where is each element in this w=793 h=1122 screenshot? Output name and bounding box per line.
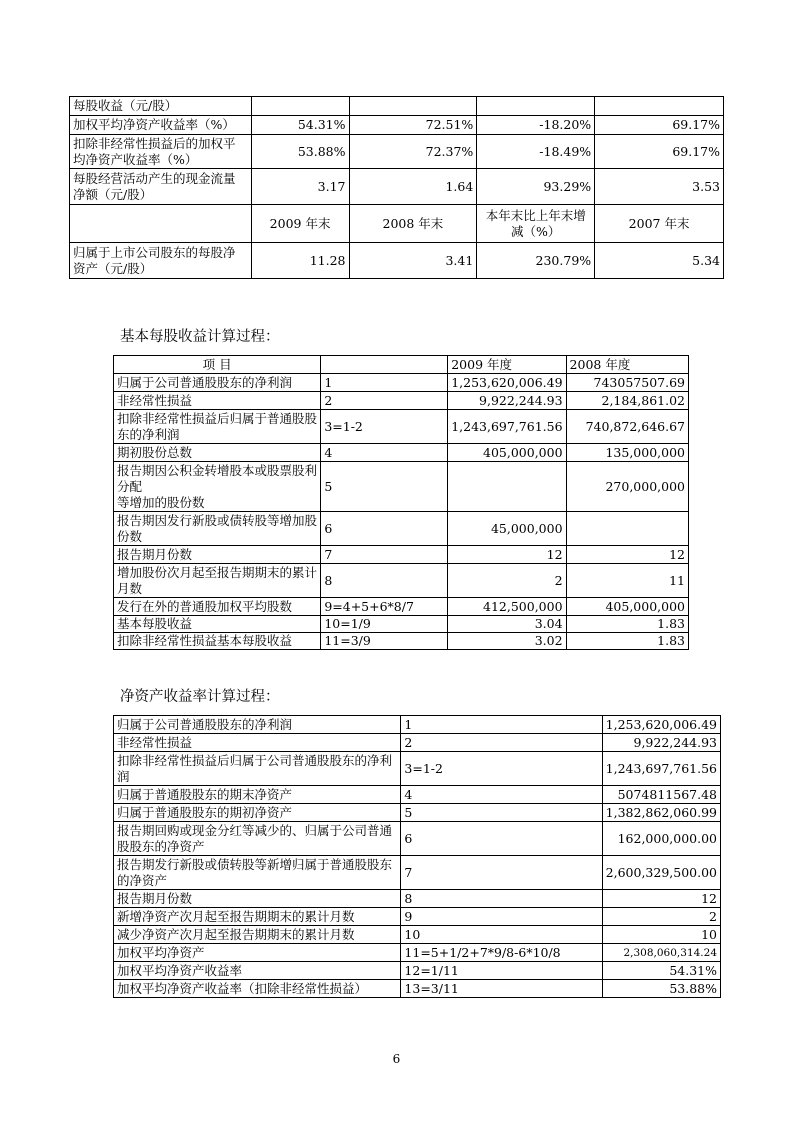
cell-code: 1: [321, 374, 448, 392]
table-row: [114, 890, 721, 908]
cell-v2009: 412,500,000: [448, 598, 566, 616]
cell-v2008: 405,000,000: [566, 598, 688, 616]
cell-v2008: 2,184,861.02: [566, 392, 688, 410]
col-header-change: 本年末比上年末增减（%）: [477, 205, 595, 243]
table-row: [114, 822, 721, 856]
row-label: 每股收益（元/股）: [70, 97, 252, 116]
table-row: [114, 752, 721, 786]
cell-code: 2: [321, 392, 448, 410]
table-row: [114, 444, 689, 462]
table-row: [114, 962, 721, 980]
cell-change: -18.49%: [477, 135, 595, 169]
blank-cell: [70, 205, 252, 243]
cell-2009: 54.31%: [251, 116, 349, 135]
cell-2008: [349, 97, 477, 116]
cell-code: 11=5+1/2+7*9/8-6*10/8: [401, 944, 602, 962]
cell-2008: 1.64: [349, 169, 477, 205]
cell-code: 6: [401, 822, 602, 856]
cell-value: 2: [602, 908, 720, 926]
cell-code: 7: [321, 546, 448, 564]
roe-calculation-table: [113, 715, 721, 998]
row-label: 报告期因公积金转增股本或股票股利分配 等增加的股份数: [114, 462, 321, 512]
table-row: [114, 734, 721, 752]
cell-v2009: 1,243,697,761.56: [448, 410, 566, 444]
table-row: [70, 97, 724, 116]
cell-v2008: 135,000,000: [566, 444, 688, 462]
row-label: 报告期发行新股或债转股等新增归属于普通股股东的净资产: [114, 856, 401, 890]
table-row: [114, 980, 721, 998]
row-label: 每股经营活动产生的现金流量净额（元/股）: [70, 169, 252, 205]
cell-2008: 3.41: [349, 243, 477, 279]
cell-change: -18.20%: [477, 116, 595, 135]
table-row: [114, 512, 689, 546]
row-label: 非经常性损益: [114, 734, 401, 752]
table-row: [70, 116, 724, 135]
cell-value: 2,308,060,314.24: [602, 944, 720, 962]
row-label: 报告期月份数: [114, 546, 321, 564]
table-row: [70, 169, 724, 205]
cell-v2008: [566, 512, 688, 546]
row-label: 归属于普通股股东的期初净资产: [114, 804, 401, 822]
cell-code: 8: [401, 890, 602, 908]
row-label: 减少净资产次月起至报告期期末的累计月数: [114, 926, 401, 944]
table-row: [114, 546, 689, 564]
row-label: 扣除非经常性损益后归属于普通股股东的净利润: [114, 410, 321, 444]
row-label: 扣除非经常性损益后归属于公司普通股股东的净利润: [114, 752, 401, 786]
row-label: 报告期回购或现金分红等减少的、归属于公司普通股股东的净资产: [114, 822, 401, 856]
cell-2009: 3.17: [251, 169, 349, 205]
cell-value: 162,000,000.00: [602, 822, 720, 856]
cell-code: 2: [401, 734, 602, 752]
cell-v2008: 11: [566, 564, 688, 598]
cell-2008: 72.37%: [349, 135, 477, 169]
cell-code: 4: [321, 444, 448, 462]
table-row: [114, 410, 689, 444]
cell-v2008: 270,000,000: [566, 462, 688, 512]
cell-code: 3=1-2: [321, 410, 448, 444]
row-label: 扣除非经常性损益基本每股收益: [114, 633, 321, 650]
row-label: 加权平均净资产收益率（扣除非经常性损益）: [114, 980, 401, 998]
row-label: 归属于普通股股东的期末净资产: [114, 786, 401, 804]
cell-change: [477, 97, 595, 116]
cell-code: 9=4+5+6*8/7: [321, 598, 448, 616]
cell-value: 9,922,244.93: [602, 734, 720, 752]
table-row: [114, 598, 689, 616]
cell-code: 9: [401, 908, 602, 926]
cell-code: 7: [401, 856, 602, 890]
cell-value: 10: [602, 926, 720, 944]
cell-v2009: 2: [448, 564, 566, 598]
cell-v2009: [448, 462, 566, 512]
eps-calculation-table: [113, 355, 689, 650]
cell-value: 1,253,620,006.49: [602, 716, 720, 734]
cell-v2009: 405,000,000: [448, 444, 566, 462]
cell-code: 1: [401, 716, 602, 734]
cell-code: 3=1-2: [401, 752, 602, 786]
cell-change: 230.79%: [477, 243, 595, 279]
cell-code: 6: [321, 512, 448, 546]
row-label: 报告期月份数: [114, 890, 401, 908]
cell-v2008: 740,872,646.67: [566, 410, 688, 444]
cell-2007: [595, 97, 724, 116]
table-row: [114, 616, 689, 633]
cell-value: 54.31%: [602, 962, 720, 980]
cell-code: 5: [321, 462, 448, 512]
col-header-code: [321, 356, 448, 374]
row-label: 非经常性损益: [114, 392, 321, 410]
row-label: 增加股份次月起至报告期期末的累计月数: [114, 564, 321, 598]
cell-v2008: 1.83: [566, 616, 688, 633]
cell-code: 4: [401, 786, 602, 804]
table-row: [70, 243, 724, 279]
table-row: [114, 462, 689, 512]
row-label: 基本每股收益: [114, 616, 321, 633]
table-row: [114, 804, 721, 822]
cell-v2008: 743057507.69: [566, 374, 688, 392]
col-header-y2008: 2008 年度: [566, 356, 688, 374]
cell-value: 12: [602, 890, 720, 908]
cell-v2009: 1,253,620,006.49: [448, 374, 566, 392]
table-row: [114, 926, 721, 944]
table-row: [114, 564, 689, 598]
col-header-2009: 2009 年末: [251, 205, 349, 243]
cell-2007: 5.34: [595, 243, 724, 279]
col-header-2007: 2007 年末: [595, 205, 724, 243]
table-row: [114, 392, 689, 410]
cell-2009: 11.28: [251, 243, 349, 279]
row-label: 期初股份总数: [114, 444, 321, 462]
cell-v2009: 3.02: [448, 633, 566, 650]
row-label: 扣除非经常性损益后的加权平均净资产收益率（%）: [70, 135, 252, 169]
cell-change: 93.29%: [477, 169, 595, 205]
cell-v2009: 3.04: [448, 616, 566, 633]
cell-code: 10=1/9: [321, 616, 448, 633]
row-label: 报告期因发行新股或债转股等增加股份数: [114, 512, 321, 546]
cell-code: 13=3/11: [401, 980, 602, 998]
row-label: 发行在外的普通股加权平均股数: [114, 598, 321, 616]
cell-2007: 3.53: [595, 169, 724, 205]
table-row: [114, 374, 689, 392]
col-header-y2009: 2009 年度: [448, 356, 566, 374]
table-row: [114, 944, 721, 962]
table-row: [114, 908, 721, 926]
cell-code: 8: [321, 564, 448, 598]
cell-value: 1,382,862,060.99: [602, 804, 720, 822]
table-subheader-row: [70, 205, 724, 243]
cell-code: 10: [401, 926, 602, 944]
cell-value: 1,243,697,761.56: [602, 752, 720, 786]
table-row: [114, 786, 721, 804]
col-header-2008: 2008 年末: [349, 205, 477, 243]
row-label: 新增净资产次月起至报告期期末的累计月数: [114, 908, 401, 926]
cell-2007: 69.17%: [595, 135, 724, 169]
col-header-item: 项 目: [114, 356, 321, 374]
table-row: [114, 856, 721, 890]
cell-value: 5074811567.48: [602, 786, 720, 804]
row-label: 归属于公司普通股股东的净利润: [114, 374, 321, 392]
financial-indicators-table: [69, 96, 724, 279]
cell-2009: [251, 97, 349, 116]
row-label: 加权平均净资产收益率（%）: [70, 116, 252, 135]
roe-calculation-heading: 净资产收益率计算过程：: [120, 689, 280, 705]
cell-v2009: 45,000,000: [448, 512, 566, 546]
eps-calculation-heading: 基本每股收益计算过程：: [120, 329, 280, 345]
cell-code: 5: [401, 804, 602, 822]
page-number: 6: [392, 1052, 401, 1066]
cell-code: 12=1/11: [401, 962, 602, 980]
cell-v2009: 12: [448, 546, 566, 564]
cell-2007: 69.17%: [595, 116, 724, 135]
cell-value: 2,600,329,500.00: [602, 856, 720, 890]
cell-v2008: 1.83: [566, 633, 688, 650]
table-row: [114, 633, 689, 650]
row-label: 加权平均净资产收益率: [114, 962, 401, 980]
table-row: [70, 135, 724, 169]
cell-2008: 72.51%: [349, 116, 477, 135]
cell-v2009: 9,922,244.93: [448, 392, 566, 410]
row-label: 归属于上市公司股东的每股净资产（元/股）: [70, 243, 252, 279]
cell-v2008: 12: [566, 546, 688, 564]
row-label: 加权平均净资产: [114, 944, 401, 962]
table-row: [114, 716, 721, 734]
row-label: 归属于公司普通股股东的净利润: [114, 716, 401, 734]
cell-value: 53.88%: [602, 980, 720, 998]
cell-code: 11=3/9: [321, 633, 448, 650]
table-header-row: [114, 356, 689, 374]
cell-2009: 53.88%: [251, 135, 349, 169]
